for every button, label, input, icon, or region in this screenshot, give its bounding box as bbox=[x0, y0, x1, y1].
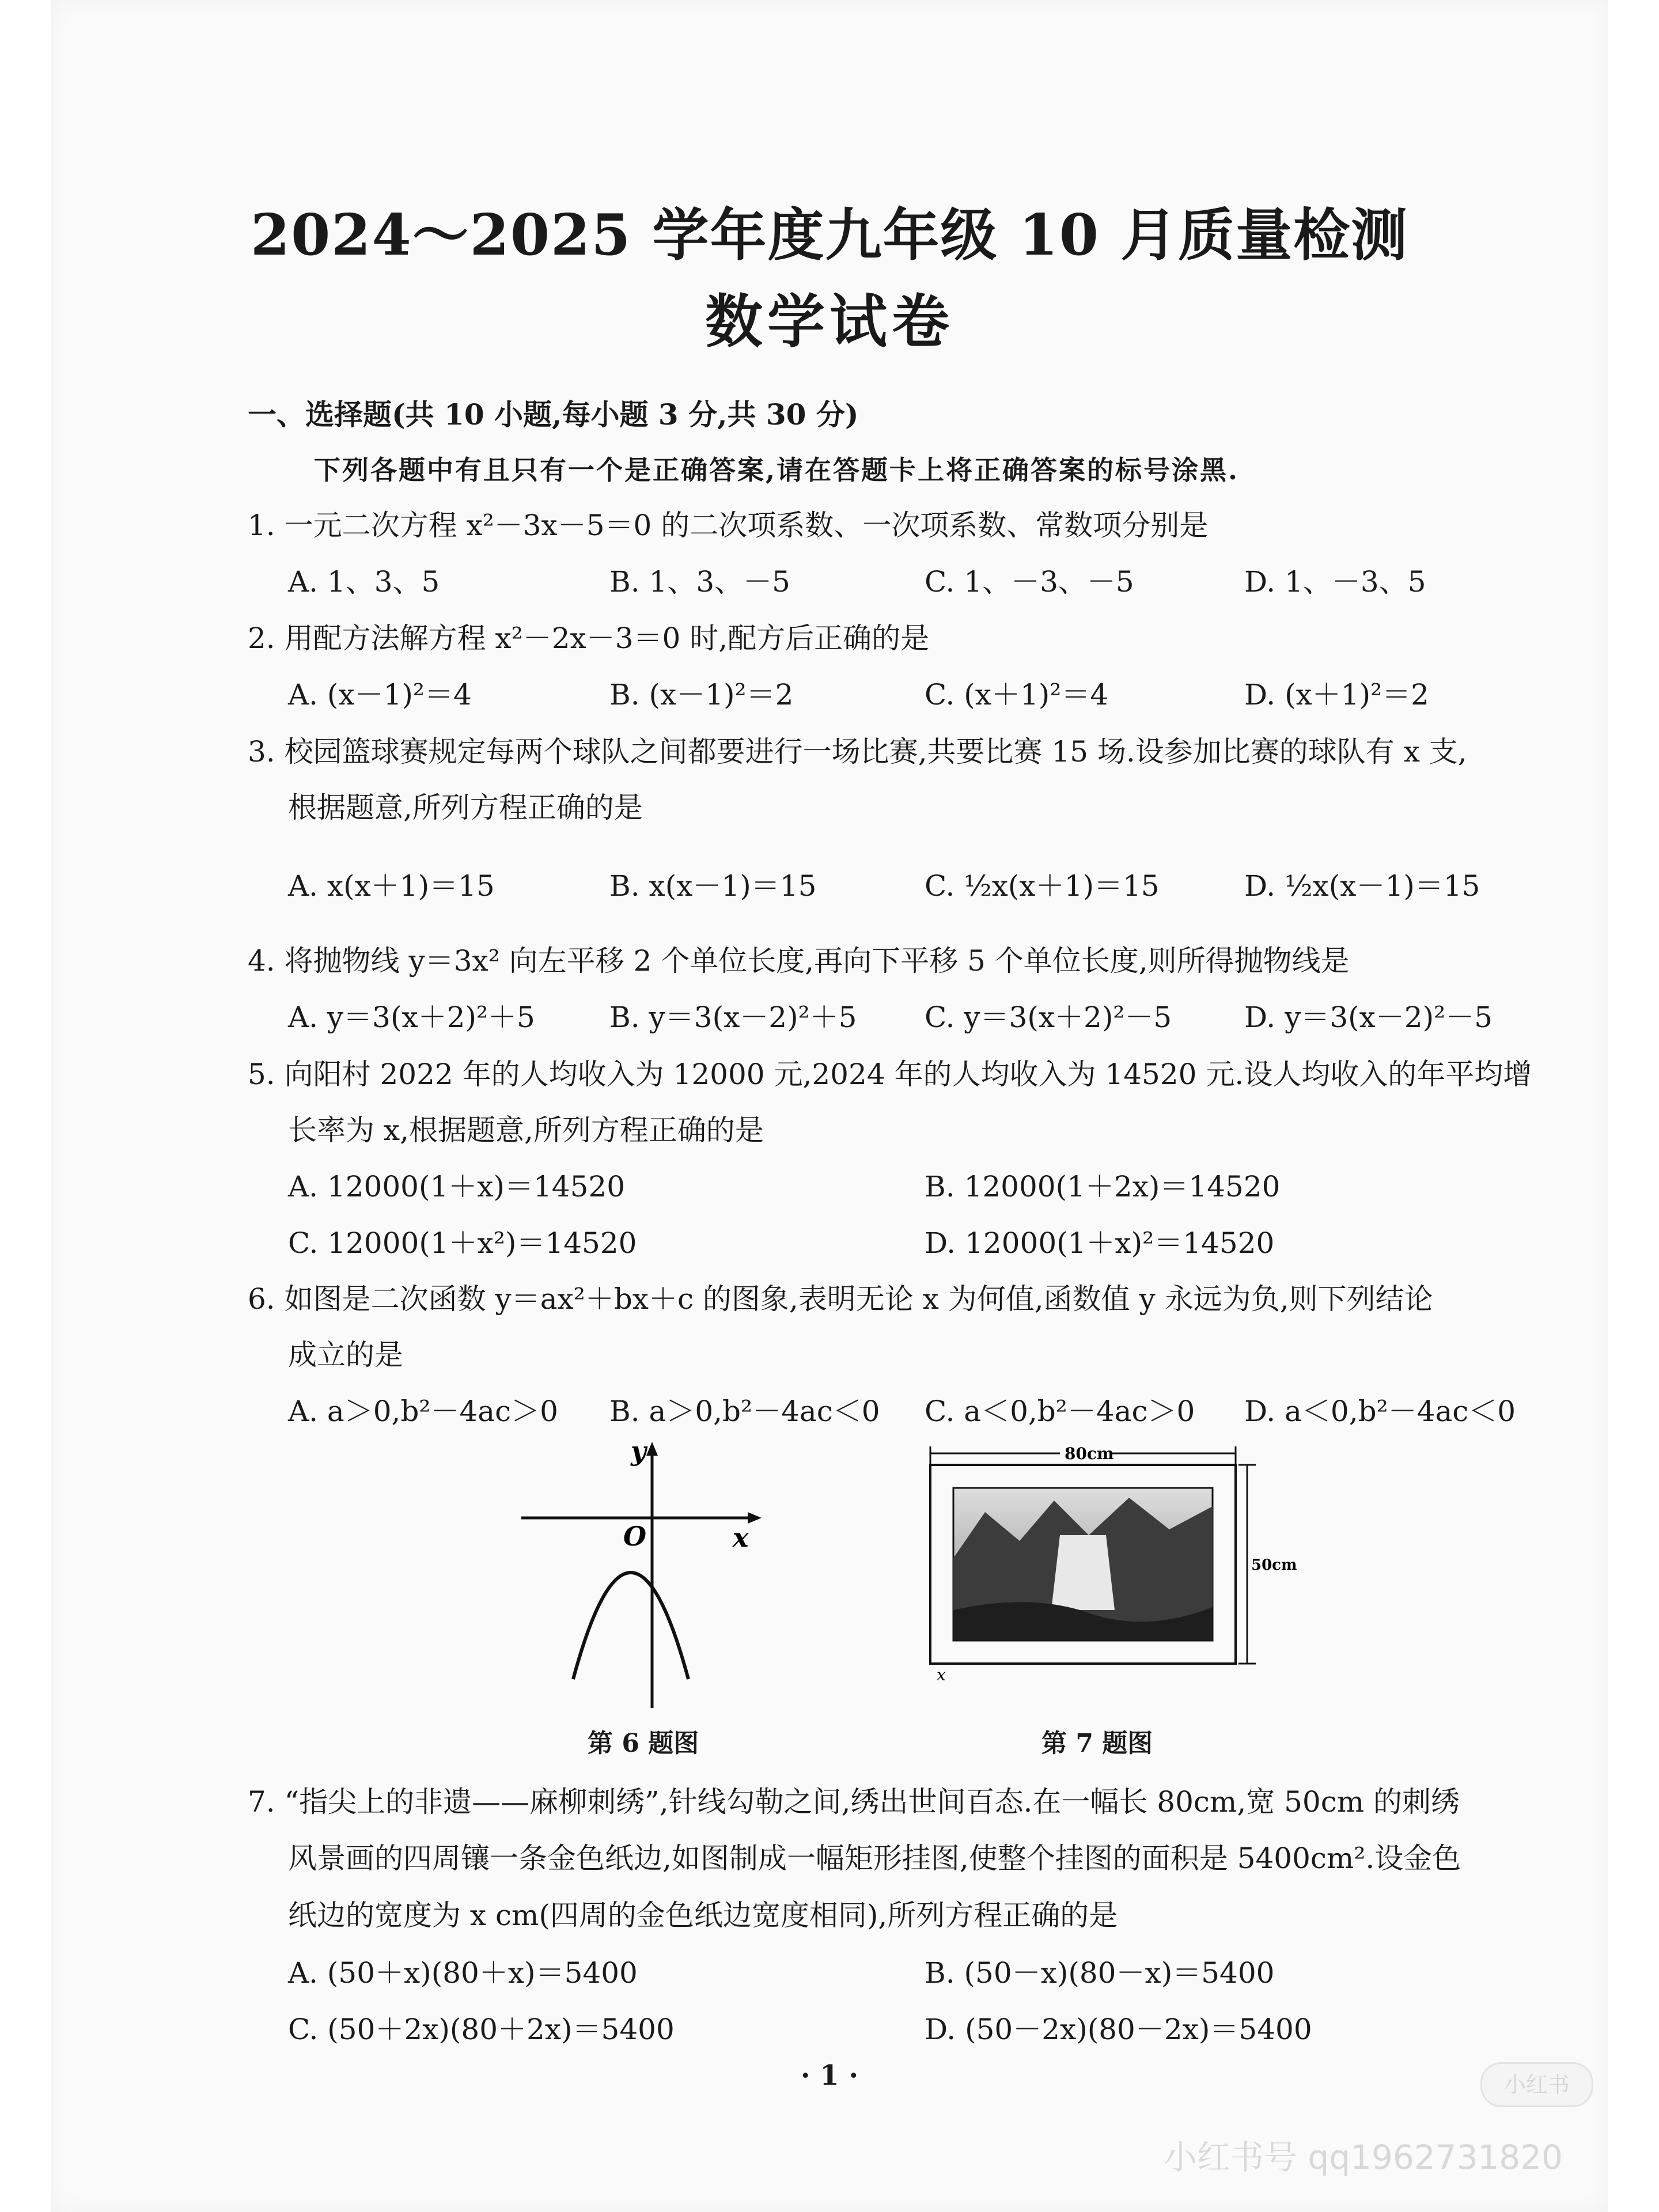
question-2-stem: 2. 用配方法解方程 x²－2x－3＝0 时,配方后正确的是 bbox=[248, 622, 930, 655]
figure-6-caption: 第 6 题图 bbox=[588, 1729, 699, 1758]
exam-subtitle: 数学试卷 bbox=[705, 287, 954, 355]
fig6-x-label: x bbox=[733, 1522, 749, 1553]
question-7-stem: 7. “指尖上的非遗——麻柳刺绣”,针线勾勒之间,绣出世间百态.在一幅长 80cm,宽 50cm 的刺绣 bbox=[248, 1785, 1460, 1819]
question-3-option-a[interactable]: A. x(x＋1)＝15 bbox=[288, 869, 495, 903]
watermark-badge: 小红书 bbox=[1480, 2062, 1593, 2107]
question-7-stem-cont: 风景画的四周镶一条金色纸边,如图制成一幅矩形挂图,使整个挂图的面积是 5400cm².设金色 bbox=[288, 1842, 1461, 1875]
question-4-stem: 4. 将抛物线 y＝3x² 向左平移 2 个单位长度,再向下平移 5 个单位长度,则所得抛物线是 bbox=[248, 944, 1350, 978]
question-7-option-d[interactable]: D. (50－2x)(80－2x)＝5400 bbox=[925, 2013, 1312, 2046]
question-7-stem-cont2: 纸边的宽度为 x cm(四周的金色纸边宽度相同),所列方程正确的是 bbox=[288, 1899, 1118, 1932]
question-3-stem: 3. 校园篮球赛规定每两个球队之间都要进行一场比赛,共要比赛 15 场.设参加比赛的球队有 x 支, bbox=[248, 735, 1467, 768]
question-1-stem: 1. 一元二次方程 x²－3x－5＝0 的二次项系数、一次项系数、常数项分别是 bbox=[248, 509, 1209, 542]
figure-7-framed-picture bbox=[916, 1443, 1297, 1696]
fig6-parabola-curve bbox=[573, 1573, 688, 1679]
question-3-option-b[interactable]: B. x(x－1)＝15 bbox=[609, 869, 817, 903]
fig6-y-label: y bbox=[631, 1435, 646, 1467]
question-5-option-d[interactable]: D. 12000(1＋x)²＝14520 bbox=[925, 1226, 1275, 1260]
question-7-option-a[interactable]: A. (50＋x)(80＋x)＝5400 bbox=[288, 1956, 638, 1990]
question-5-stem-cont: 长率为 x,根据题意,所列方程正确的是 bbox=[288, 1113, 764, 1147]
figure-7-caption: 第 7 题图 bbox=[1041, 1729, 1153, 1758]
question-6-option-d[interactable]: D. a＜0,b²－4ac＜0 bbox=[1244, 1395, 1516, 1428]
fig6-y-arrow bbox=[646, 1442, 658, 1456]
fig7-waterfall bbox=[1051, 1535, 1115, 1610]
question-3-option-c[interactable]: C. ½x(x＋1)＝15 bbox=[925, 869, 1160, 903]
question-1-option-b[interactable]: B. 1、3、－5 bbox=[609, 565, 790, 599]
fig6-x-arrow bbox=[748, 1512, 762, 1524]
question-1-option-a[interactable]: A. 1、3、5 bbox=[288, 565, 440, 599]
figure-6-parabola-graph bbox=[513, 1437, 766, 1714]
question-5-stem: 5. 向阳村 2022 年的人均收入为 12000 元,2024 年的人均收入为 14520 元.设人均收入的年平均增 bbox=[248, 1058, 1532, 1091]
fig7-border-label: x bbox=[937, 1665, 946, 1684]
question-4-option-c[interactable]: C. y＝3(x＋2)²－5 bbox=[925, 1001, 1172, 1034]
watermark-text: 小红书号 qq1962731820 bbox=[1164, 2138, 1563, 2177]
fig7-width-label: 80cm bbox=[1065, 1444, 1114, 1463]
question-2-option-a[interactable]: A. (x－1)²＝4 bbox=[288, 678, 472, 711]
question-2-option-b[interactable]: B. (x－1)²＝2 bbox=[609, 678, 794, 711]
question-1-option-c[interactable]: C. 1、－3、－5 bbox=[925, 565, 1134, 599]
section-instruction: 下列各题中有且只有一个是正确答案,请在答题卡上将正确答案的标号涂黑. bbox=[314, 454, 1240, 486]
question-6-option-a[interactable]: A. a＞0,b²－4ac＞0 bbox=[288, 1395, 558, 1428]
question-6-stem-cont: 成立的是 bbox=[288, 1338, 403, 1372]
question-2-option-c[interactable]: C. (x＋1)²＝4 bbox=[925, 678, 1109, 711]
question-3-option-d[interactable]: D. ½x(x－1)＝15 bbox=[1244, 869, 1480, 903]
question-6-option-b[interactable]: B. a＞0,b²－4ac＜0 bbox=[609, 1395, 880, 1428]
question-5-option-a[interactable]: A. 12000(1＋x)＝14520 bbox=[288, 1170, 626, 1203]
page-number: · 1 · bbox=[800, 2059, 859, 2092]
fig6-origin-label: O bbox=[623, 1521, 647, 1552]
question-3-stem-cont: 根据题意,所列方程正确的是 bbox=[288, 791, 643, 824]
question-4-option-d[interactable]: D. y＝3(x－2)²－5 bbox=[1244, 1001, 1493, 1034]
question-7-option-b[interactable]: B. (50－x)(80－x)＝5400 bbox=[925, 1956, 1275, 1990]
exam-title: 2024～2025 学年度九年级 10 月质量检测 bbox=[250, 202, 1409, 268]
question-2-option-d[interactable]: D. (x＋1)²＝2 bbox=[1244, 678, 1429, 711]
fig7-height-label: 50cm bbox=[1251, 1556, 1297, 1574]
question-1-option-d[interactable]: D. 1、－3、5 bbox=[1244, 565, 1426, 599]
question-4-option-a[interactable]: A. y＝3(x＋2)²＋5 bbox=[288, 1001, 535, 1034]
question-6-option-c[interactable]: C. a＜0,b²－4ac＞0 bbox=[925, 1395, 1195, 1428]
section-heading: 一、选择题(共 10 小题,每小题 3 分,共 30 分) bbox=[248, 397, 859, 431]
question-4-option-b[interactable]: B. y＝3(x－2)²＋5 bbox=[609, 1001, 857, 1034]
question-5-option-b[interactable]: B. 12000(1＋2x)＝14520 bbox=[925, 1170, 1281, 1203]
question-6-stem: 6. 如图是二次函数 y＝ax²＋bx＋c 的图象,表明无论 x 为何值,函数值 y 永远为负,则下列结论 bbox=[248, 1282, 1433, 1316]
question-5-option-c[interactable]: C. 12000(1＋x²)＝14520 bbox=[288, 1226, 637, 1260]
question-7-option-c[interactable]: C. (50＋2x)(80＋2x)＝5400 bbox=[288, 2013, 675, 2046]
